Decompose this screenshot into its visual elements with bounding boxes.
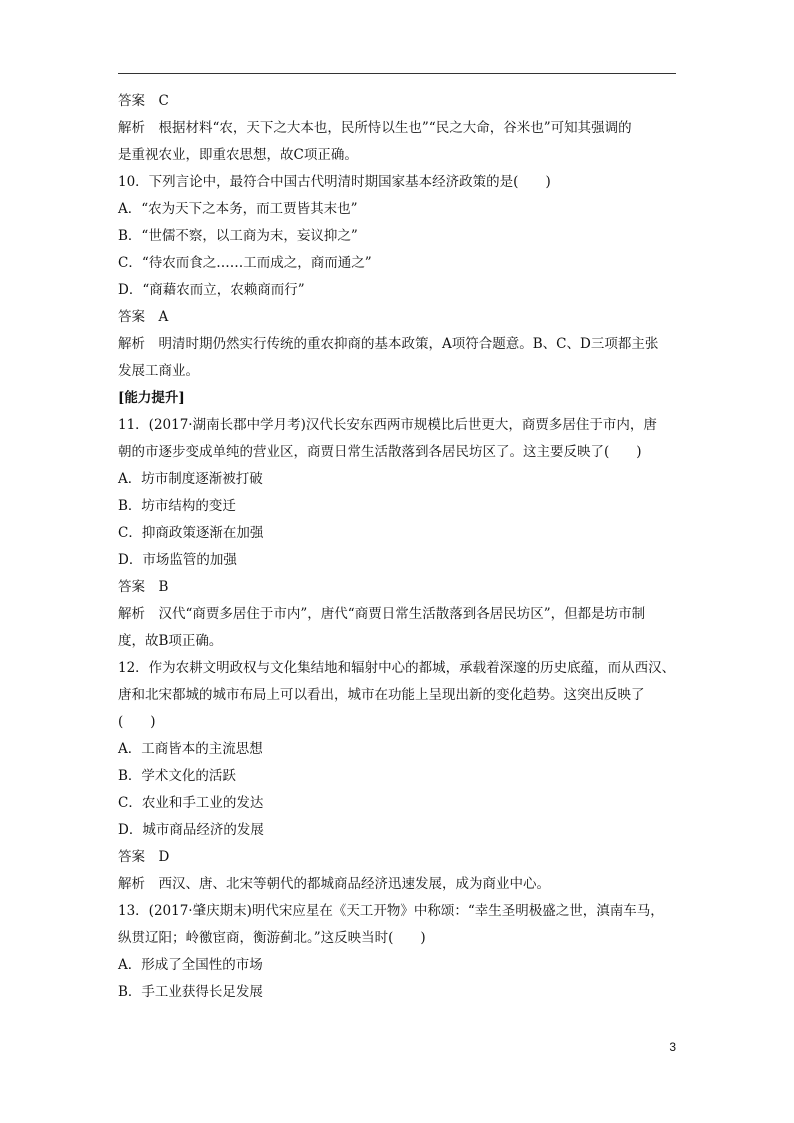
question-12-option-c: C．农业和手工业的发达 (118, 795, 264, 811)
answer-line: 答案 C (118, 93, 169, 109)
question-12-option-d: D．城市商品经济的发展 (118, 822, 264, 838)
question-12-stem: 12．作为农耕文明政权与文化集结地和辐射中心的都城，承载着深邃的历史底蕴，而从西汉、 (118, 660, 676, 676)
question-11-option-b: B．坊市结构的变迁 (118, 498, 236, 514)
question-12-stem: ( ) (118, 714, 156, 730)
question-13-stem: 13．(2017·肇庆期末)明代宋应星在《天工开物》中称颂：“幸生圣明极盛之世，滇南车马， (118, 903, 664, 919)
answer-line: 答案 D (118, 849, 170, 865)
question-10-option-c: C．“待农而食之……工而成之，商而通之” (118, 255, 372, 271)
explanation-line: 解析 明清时期仍然实行传统的重农抑商的基本政策，A项符合题意。B、C、D三项都主张 (118, 336, 659, 352)
explanation-line: 解析 汉代“商贾多居住于市内”，唐代“商贾日常生活散落到各居民坊区”，但都是坊市制 (118, 606, 646, 622)
page-number: 3 (669, 1040, 676, 1054)
question-13-option-a: A．形成了全国性的市场 (118, 957, 263, 973)
question-10-option-a: A．“农为天下之本务，而工贾皆其末也” (118, 201, 358, 217)
explanation-line: 发展工商业。 (118, 363, 199, 379)
question-10-option-b: B．“世儒不察，以工商为末，妄议抑之” (118, 228, 358, 244)
question-12-option-b: B．学术文化的活跃 (118, 768, 236, 784)
explanation-line: 度，故B项正确。 (118, 633, 223, 649)
explanation-line: 是重视农业，即重农思想，故C项正确。 (118, 147, 358, 163)
question-11-stem: 11．(2017·湖南长郡中学月考)汉代长安东西两市规模比后世更大，商贾多居住于市内，唐 (118, 417, 657, 433)
answer-line: 答案 B (118, 579, 169, 595)
question-13-stem: 纵贯辽阳；岭徼宦商，衡游蓟北。”这反映当时( ) (118, 930, 426, 946)
explanation-line: 解析 根据材料“农，天下之大本也，民所恃以生也”“民之大命，谷米也”可知其强调的 (118, 120, 632, 136)
answer-line: 答案 A (118, 309, 169, 325)
question-10-option-d: D．“商藉农而立，农赖商而行” (118, 282, 305, 298)
explanation-line: 解析 西汉、唐、北宋等朝代的都城商品经济迅速发展，成为商业中心。 (118, 876, 550, 892)
question-11-option-d: D．市场监管的加强 (118, 552, 237, 568)
header-rule (118, 73, 676, 74)
question-11-stem: 朝的市逐步变成单纯的营业区，商贾日常生活散落到各居民坊区了。这主要反映了( ) (118, 444, 642, 460)
section-heading: [能力提升] (118, 390, 185, 406)
question-12-option-a: A．工商皆本的主流思想 (118, 741, 263, 757)
question-13-option-b: B．手工业获得长足发展 (118, 984, 263, 1000)
question-12-stem: 唐和北宋都城的城市布局上可以看出，城市在功能上呈现出新的变化趋势。这突出反映了 (118, 687, 645, 703)
question-11-option-c: C．抑商政策逐渐在加强 (118, 525, 264, 541)
question-10-stem: 10．下列言论中，最符合中国古代明清时期国家基本经济政策的是( ) (118, 174, 551, 190)
page-body (118, 88, 678, 1006)
question-11-option-a: A．坊市制度逐渐被打破 (118, 471, 263, 487)
